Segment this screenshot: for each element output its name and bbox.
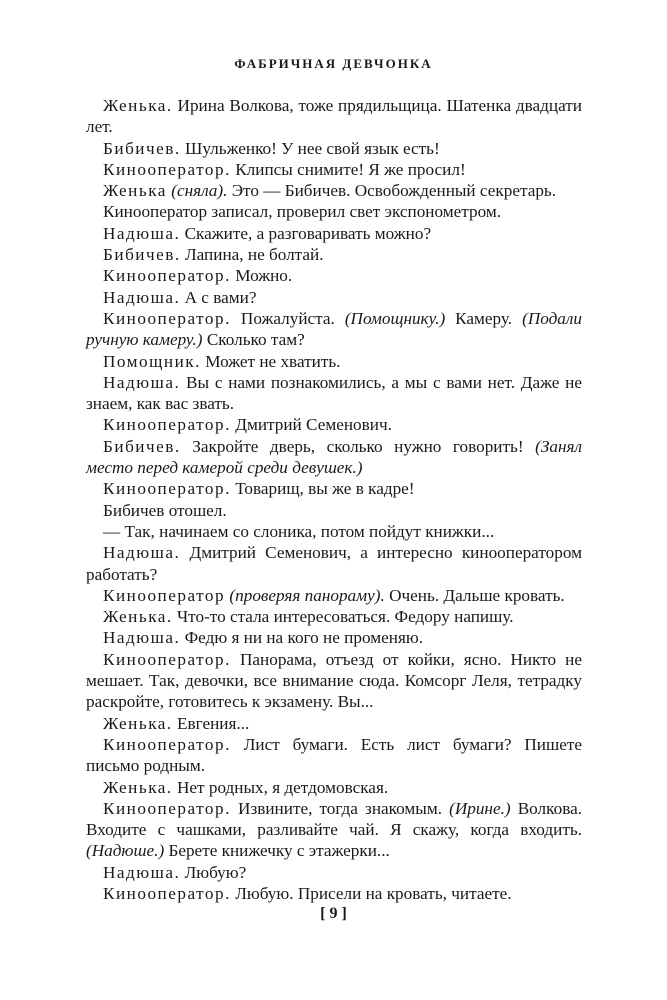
speaker-name: Женька. bbox=[103, 713, 173, 733]
speaker-name: Кинооператор. bbox=[103, 159, 231, 179]
page-number: [ 9 ] bbox=[320, 905, 347, 922]
speaker-name: Кинооператор. bbox=[103, 415, 231, 435]
text-run: Товарищ, вы же в кадре! bbox=[230, 479, 415, 499]
paragraph bbox=[86, 627, 582, 648]
paragraph bbox=[86, 308, 582, 351]
text-run: Пожалуйста. bbox=[230, 308, 345, 328]
text-run: Лапина, не болтай. bbox=[180, 245, 324, 265]
speaker-name: Кинооператор. bbox=[103, 649, 231, 669]
speaker-name: Бибичев. bbox=[103, 436, 181, 456]
text-run: Очень. Дальше кровать. bbox=[384, 585, 565, 605]
speaker-name: Помощник. bbox=[103, 351, 201, 371]
paragraph bbox=[86, 414, 582, 435]
speaker-name: Женька bbox=[103, 181, 167, 201]
speaker-name: Бибичев. bbox=[103, 138, 181, 158]
text-run: Может не хватить. bbox=[200, 351, 341, 371]
speaker-name: Надюша. bbox=[103, 372, 181, 392]
text-run: Волкова. Входите с чашками, разливайте чай. Я скажу, когда входить. bbox=[86, 798, 583, 840]
play-text bbox=[86, 95, 582, 904]
paragraph bbox=[86, 883, 582, 904]
speaker-name: Кинооператор. bbox=[103, 479, 231, 499]
paragraph bbox=[86, 244, 582, 265]
text-run: Нет родных, я детдомовская. bbox=[172, 777, 389, 797]
text-run: Вы с нами познакомились, а мы с вами нет. Даже не знаем, как вас звать. bbox=[86, 372, 582, 414]
paragraph bbox=[86, 500, 582, 521]
text-run: Закройте дверь, сколько нужно говорить! bbox=[180, 436, 536, 456]
paragraph bbox=[86, 223, 582, 244]
paragraph bbox=[86, 798, 582, 862]
paragraph bbox=[86, 713, 582, 734]
paragraph bbox=[86, 351, 582, 372]
stage-direction: (Ирине.) bbox=[449, 798, 511, 818]
paragraph bbox=[86, 649, 582, 713]
paragraph bbox=[86, 372, 582, 415]
paragraph bbox=[86, 95, 582, 138]
text-run: Федю я ни на кого не променяю. bbox=[180, 628, 423, 648]
paragraph bbox=[86, 478, 582, 499]
paragraph bbox=[86, 777, 582, 798]
text-run: Шульженко! У нее свой язык есть! bbox=[180, 138, 440, 158]
speaker-name: Кинооператор. bbox=[103, 266, 231, 286]
text-run: Клипсы снимите! Я же просил! bbox=[230, 159, 466, 179]
text-run: Панорама, отъезд от койки, ясно. Никто не мешает. Так, девочки, все внимание сюда. Комсорг Леля, тетрадку раскройте, готовитесь к экзамену. Вы... bbox=[86, 649, 582, 712]
text-run: Кинооператор записал, проверил свет экспонометром. bbox=[103, 202, 502, 222]
text-run: Дмитрий Семенович. bbox=[230, 415, 392, 435]
speaker-name: Надюша. bbox=[103, 223, 181, 243]
speaker-name: Надюша. bbox=[103, 287, 181, 307]
stage-direction: (Надюше.) bbox=[86, 841, 165, 861]
text-run: Дмитрий Семенович, а интересно кинооператором работать? bbox=[86, 543, 582, 584]
stage-direction: (сняла). bbox=[171, 181, 228, 201]
text-run: Любую? bbox=[180, 862, 247, 882]
text-run: Скажите, а разговаривать можно? bbox=[180, 223, 432, 243]
paragraph bbox=[86, 180, 582, 201]
speaker-name: Женька. bbox=[103, 777, 173, 797]
stage-direction: (Помощнику.) bbox=[344, 308, 446, 328]
paragraph bbox=[86, 287, 582, 308]
speaker-name: Кинооператор. bbox=[103, 883, 231, 903]
text-run: Евгения... bbox=[172, 713, 250, 733]
speaker-name: Кинооператор. bbox=[103, 308, 231, 328]
text-run: Что-то стала интересоваться. Федору напишу. bbox=[172, 607, 514, 627]
text-run: Извините, тогда знакомым. bbox=[230, 798, 450, 818]
paragraph bbox=[86, 521, 582, 542]
text-run: Лист бумаги. Есть лист бумаги? Пишете письмо родным. bbox=[86, 734, 582, 776]
text-run: А с вами? bbox=[180, 287, 257, 307]
speaker-name: Надюша. bbox=[103, 543, 181, 563]
stage-direction: (Занял место перед камерой среди девушек.) bbox=[86, 436, 582, 478]
paragraph bbox=[86, 159, 582, 180]
paragraph bbox=[86, 201, 582, 222]
paragraph bbox=[86, 436, 582, 479]
paragraph bbox=[86, 585, 582, 606]
paragraph bbox=[86, 606, 582, 627]
paragraph bbox=[86, 138, 582, 159]
text-run: Камеру. bbox=[445, 308, 523, 328]
speaker-name: Кинооператор bbox=[103, 585, 226, 605]
text-run: Ирина Волкова, тоже прядильщица. Шатенка двадцати лет. bbox=[86, 96, 582, 137]
speaker-name: Женька. bbox=[103, 607, 173, 627]
text-run: Можно. bbox=[230, 266, 293, 286]
speaker-name: Кинооператор. bbox=[103, 734, 231, 754]
paragraph bbox=[86, 542, 582, 585]
speaker-name: Надюша. bbox=[103, 862, 181, 882]
running-title: ФАБРИЧНАЯ ДЕВЧОНКА bbox=[234, 56, 433, 71]
text-run: Это — Бибичев. Освобожденный секретарь. bbox=[227, 181, 557, 201]
text-run: Любую. Присели на кровать, читаете. bbox=[230, 883, 512, 903]
speaker-name: Кинооператор. bbox=[103, 798, 231, 818]
speaker-name: Надюша. bbox=[103, 628, 181, 648]
stage-direction: (Подали ручную камеру.) bbox=[86, 308, 582, 350]
text-run: — Так, начинаем со слоника, потом пойдут книжки... bbox=[103, 521, 495, 541]
speaker-name: Женька. bbox=[103, 96, 173, 115]
text-run: Берете книжечку с этажерки... bbox=[164, 841, 390, 861]
stage-direction: (проверяя панораму). bbox=[229, 585, 385, 605]
text-run: Бибичев отошел. bbox=[103, 500, 227, 520]
speaker-name: Бибичев. bbox=[103, 245, 181, 265]
text-run: Сколько там? bbox=[202, 330, 305, 350]
paragraph bbox=[86, 862, 582, 883]
paragraph bbox=[86, 734, 582, 777]
paragraph bbox=[86, 265, 582, 286]
